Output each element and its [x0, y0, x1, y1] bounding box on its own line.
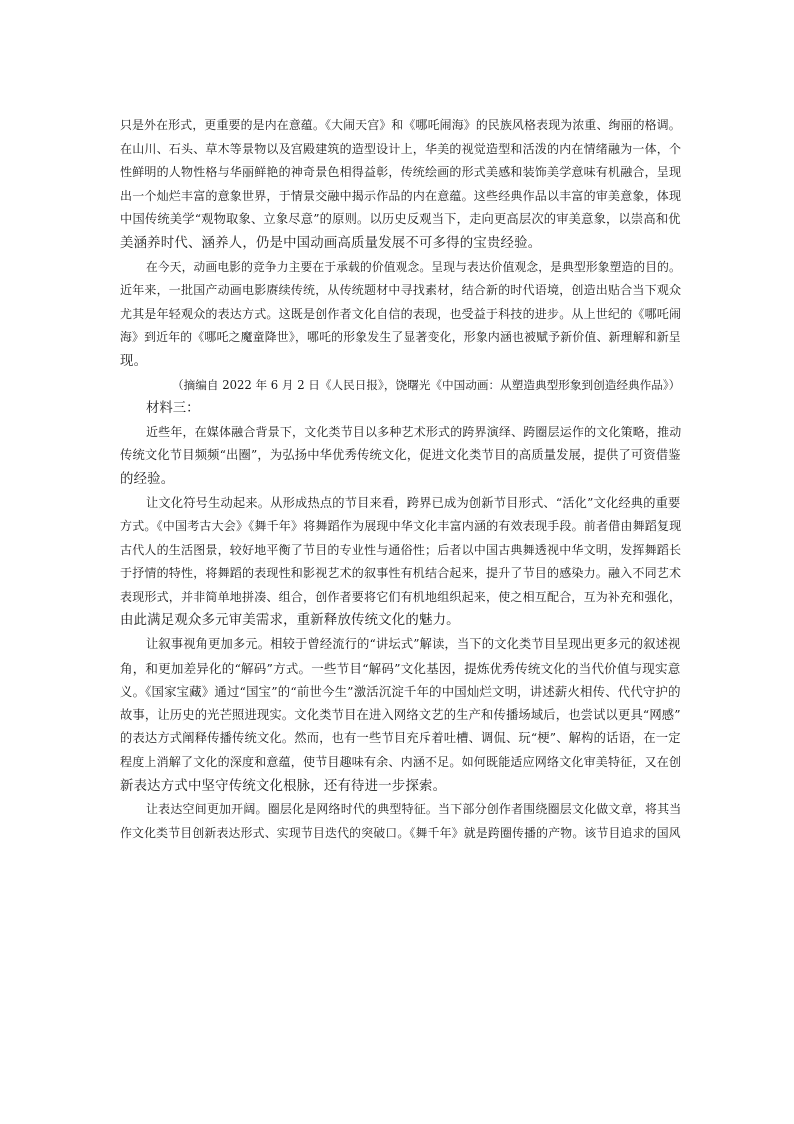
text-line: 近些年，在媒体融合背景下，文化类节目以多种艺术形式的跨界演绎、跨圈层运作的文化策略，推动	[146, 424, 682, 439]
text-line: 美涵养时代、涵养人，仍是中国动画高质量发展不可多得的宝贵经验。	[120, 235, 542, 251]
text-line: 传统文化节目频频“出圈”，为弘扬中华优秀传统文化，促进文化类节目的高质量发展，提供了可资借鉴	[120, 448, 681, 463]
text-line: 在今天，动画电影的竞争力主要在于承载的价值观念。呈现与表达价值观念，是典型形象塑造的目的。	[146, 259, 681, 274]
text-line: 尤其是年轻观众的表达方式。这既是创作者文化自信的表现，也受益于科技的进步。从上世纪的《哪吒闹	[120, 306, 682, 321]
text-line: 中国传统美学“观物取象、立象尽意”的原则。以历史反观当下，走向更高层次的审美意象，以崇高和优	[120, 212, 681, 227]
text-line: 古代人的生活图景，较好地平衡了节目的专业性与通俗性；后者以中国古典舞透视中华文明，发挥舞蹈长	[120, 542, 682, 557]
text-line: 的表达方式阐释传播传统文化。然而，也有一些节目充斥着吐槽、调侃、玩“梗”、解构的话语，在一定	[120, 731, 681, 746]
text-line: 近年来，一批国产动画电影赓续传统，从传统题材中寻找素材，结合新的时代语境，创造出贴合当下观众	[120, 283, 682, 298]
text-line: 于抒情的特性，将舞蹈的表现性和影视艺术的叙事性有机结合起来，提升了节目的感染力。融入不同艺术	[120, 566, 682, 581]
source-citation: （摘编自 2022 年 6 月 2 日《人民日报》，饶曙光《中国动画：从塑造典型形象到创造经典作品》）	[172, 377, 681, 392]
text-line: 现。	[120, 353, 148, 369]
text-line: 角，和更加差异化的“解码”方式。一些节目“解码”文化基因，提炼优秀传统文化的当代价值与现实意	[120, 660, 681, 676]
text-line: 性鲜明的人物性格与华丽鲜艳的神奇景色相得益彰，传统绘画的形式美感和装饰美学意味有机融合，呈现	[120, 165, 682, 180]
text-line: 出一个灿烂丰富的意象世界，于情景交融中揭示作品的内在意蕴。这些经典作品以丰富的审美意象，体现	[120, 188, 682, 203]
text-line: 海》到近年的《哪吒之魔童降世》，哪吒的形象发生了显著变化，形象内涵也被赋予新价值、新理解和新呈	[120, 330, 681, 345]
paragraph-media-fusion	[120, 421, 680, 492]
paragraph-continued	[120, 114, 680, 256]
text-line: 作文化类节目创新表达形式、实现节目迭代的突破口。《舞千年》就是跨圈传播的产物。该节目追求的国风	[120, 825, 681, 840]
paragraph-narrative-perspective	[120, 633, 680, 798]
text-line: 在山川、石头、草木等景物以及宫殿建筑的造型设计上，华美的视觉造型和活泼的内在情绪融为一体，个	[120, 141, 682, 156]
text-line: 让文化符号生动起来。从形成热点的节目来看，跨界已成为创新节目形式、“活化”文化经典的重要	[146, 495, 681, 510]
paragraph-animation-values	[120, 256, 680, 374]
paragraph-cultural-symbols	[120, 492, 680, 634]
text-line: 的经验。	[120, 471, 175, 487]
text-line: 故事，让历史的光芒照进现实。文化类节目在进入网络文艺的生产和传播场域后，也尝试以更具“网感”	[120, 707, 681, 722]
material-heading: 材料三：	[146, 401, 200, 417]
text-line: 新表达方式中坚守传统文化根脉，还有待进一步探索。	[120, 778, 447, 794]
text-line: 义。《国家宝藏》通过“国宝”的“前世今生”激活沉淀千年的中国灿烂文明，讲述薪火相传、代代守护的	[120, 684, 681, 700]
text-line: 表现形式，并非简单地拼凑、组合，创作者要将它们有机地组织起来，使之相互配合，互为补充和强化，	[120, 589, 682, 604]
text-line: 让叙事视角更加多元。相较于曾经流行的“讲坛式”解读，当下的文化类节目呈现出更多元的叙述视	[146, 637, 681, 652]
paragraph-expression-space	[120, 798, 680, 845]
article-body	[120, 114, 680, 845]
text-line: 方式。《中国考古大会》《舞千年》将舞蹈作为展现中华文化丰富内涵的有效表现手段。前者借由舞蹈复现	[120, 519, 682, 534]
text-line: 程度上消解了文化的深度和意蕴，使节目趣味有余、内涵不足。如何既能适应网络文化审美特征，又在创	[120, 755, 682, 770]
text-line: 只是外在形式，更重要的是内在意蕴。《大闹天宫》和《哪吒闹海》的民族风格表现为浓重、绚丽的格调。	[120, 118, 681, 132]
text-line: 由此满足观众多元审美需求，重新释放传统文化的魅力。	[120, 613, 460, 629]
text-line: 让表达空间更加开阔。圈层化是网络时代的典型特征。当下部分创作者围绕圈层文化做文章，将其当	[146, 802, 682, 817]
